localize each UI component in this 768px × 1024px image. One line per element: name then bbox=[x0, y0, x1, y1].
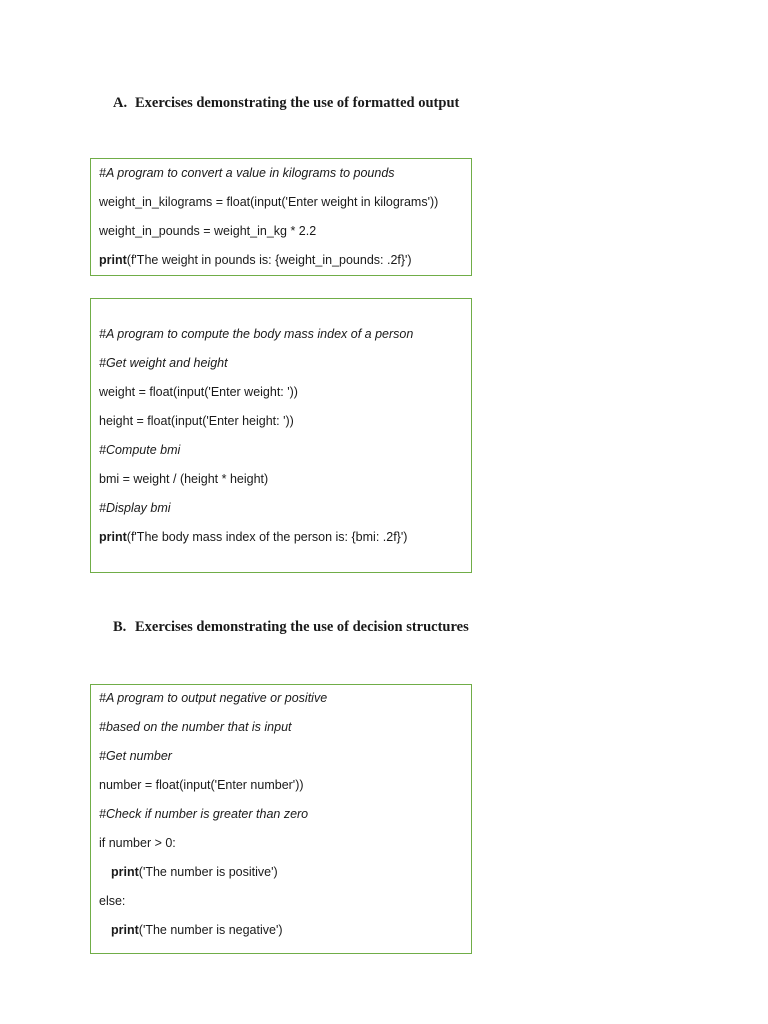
code-print-line bbox=[99, 252, 412, 268]
code-comment: #Get weight and height bbox=[99, 356, 228, 370]
section-a-heading bbox=[113, 95, 459, 112]
print-keyword: print bbox=[111, 865, 139, 879]
print-keyword: print bbox=[99, 530, 127, 544]
section-a-number: A. bbox=[113, 95, 128, 111]
print-keyword: print bbox=[99, 253, 127, 267]
print-arguments: (f'The body mass index of the person is: {bmi: .2f}') bbox=[126, 530, 408, 544]
code-comment: #Check if number is greater than zero bbox=[99, 807, 309, 821]
code-comment: #A program to compute the body mass index of a person bbox=[99, 327, 414, 341]
code-line: weight_in_pounds = weight_in_kg * 2.2 bbox=[99, 224, 317, 238]
print-arguments: (f'The weight in pounds is: {weight_in_pounds: .2f}') bbox=[126, 253, 412, 267]
code-box-kg-to-pounds bbox=[90, 158, 472, 276]
code-line: bmi = weight / (height * height) bbox=[99, 472, 269, 486]
code-comment: #Get number bbox=[99, 749, 172, 763]
code-comment: #A program to output negative or positive bbox=[99, 691, 328, 705]
code-comment: #A program to convert a value in kilograms to pounds bbox=[99, 166, 395, 180]
code-line: weight = float(input('Enter weight: ')) bbox=[99, 385, 298, 399]
section-b-number: B. bbox=[113, 619, 127, 635]
code-line: number = float(input('Enter number')) bbox=[99, 778, 304, 792]
print-arguments: ('The number is positive') bbox=[138, 865, 278, 879]
print-arguments: ('The number is negative') bbox=[138, 923, 283, 937]
code-print-line bbox=[99, 529, 407, 545]
code-line: if number > 0: bbox=[99, 836, 176, 850]
section-b-title: Exercises demonstrating the use of decision structures bbox=[135, 619, 469, 635]
section-a-title: Exercises demonstrating the use of formatted output bbox=[135, 95, 460, 111]
section-b-heading bbox=[113, 619, 469, 636]
code-print-line bbox=[99, 864, 278, 880]
code-comment: #Compute bmi bbox=[99, 443, 181, 457]
code-box-bmi bbox=[90, 298, 472, 573]
code-line: height = float(input('Enter height: ')) bbox=[99, 414, 294, 428]
print-keyword: print bbox=[111, 923, 139, 937]
code-box-positive-negative bbox=[90, 684, 472, 954]
code-comment: #based on the number that is input bbox=[99, 720, 292, 734]
code-comment: #Display bmi bbox=[99, 501, 171, 515]
code-line: weight_in_kilograms = float(input('Enter weight in kilograms')) bbox=[99, 195, 439, 209]
code-line: else: bbox=[99, 894, 126, 908]
code-print-line bbox=[99, 922, 283, 938]
